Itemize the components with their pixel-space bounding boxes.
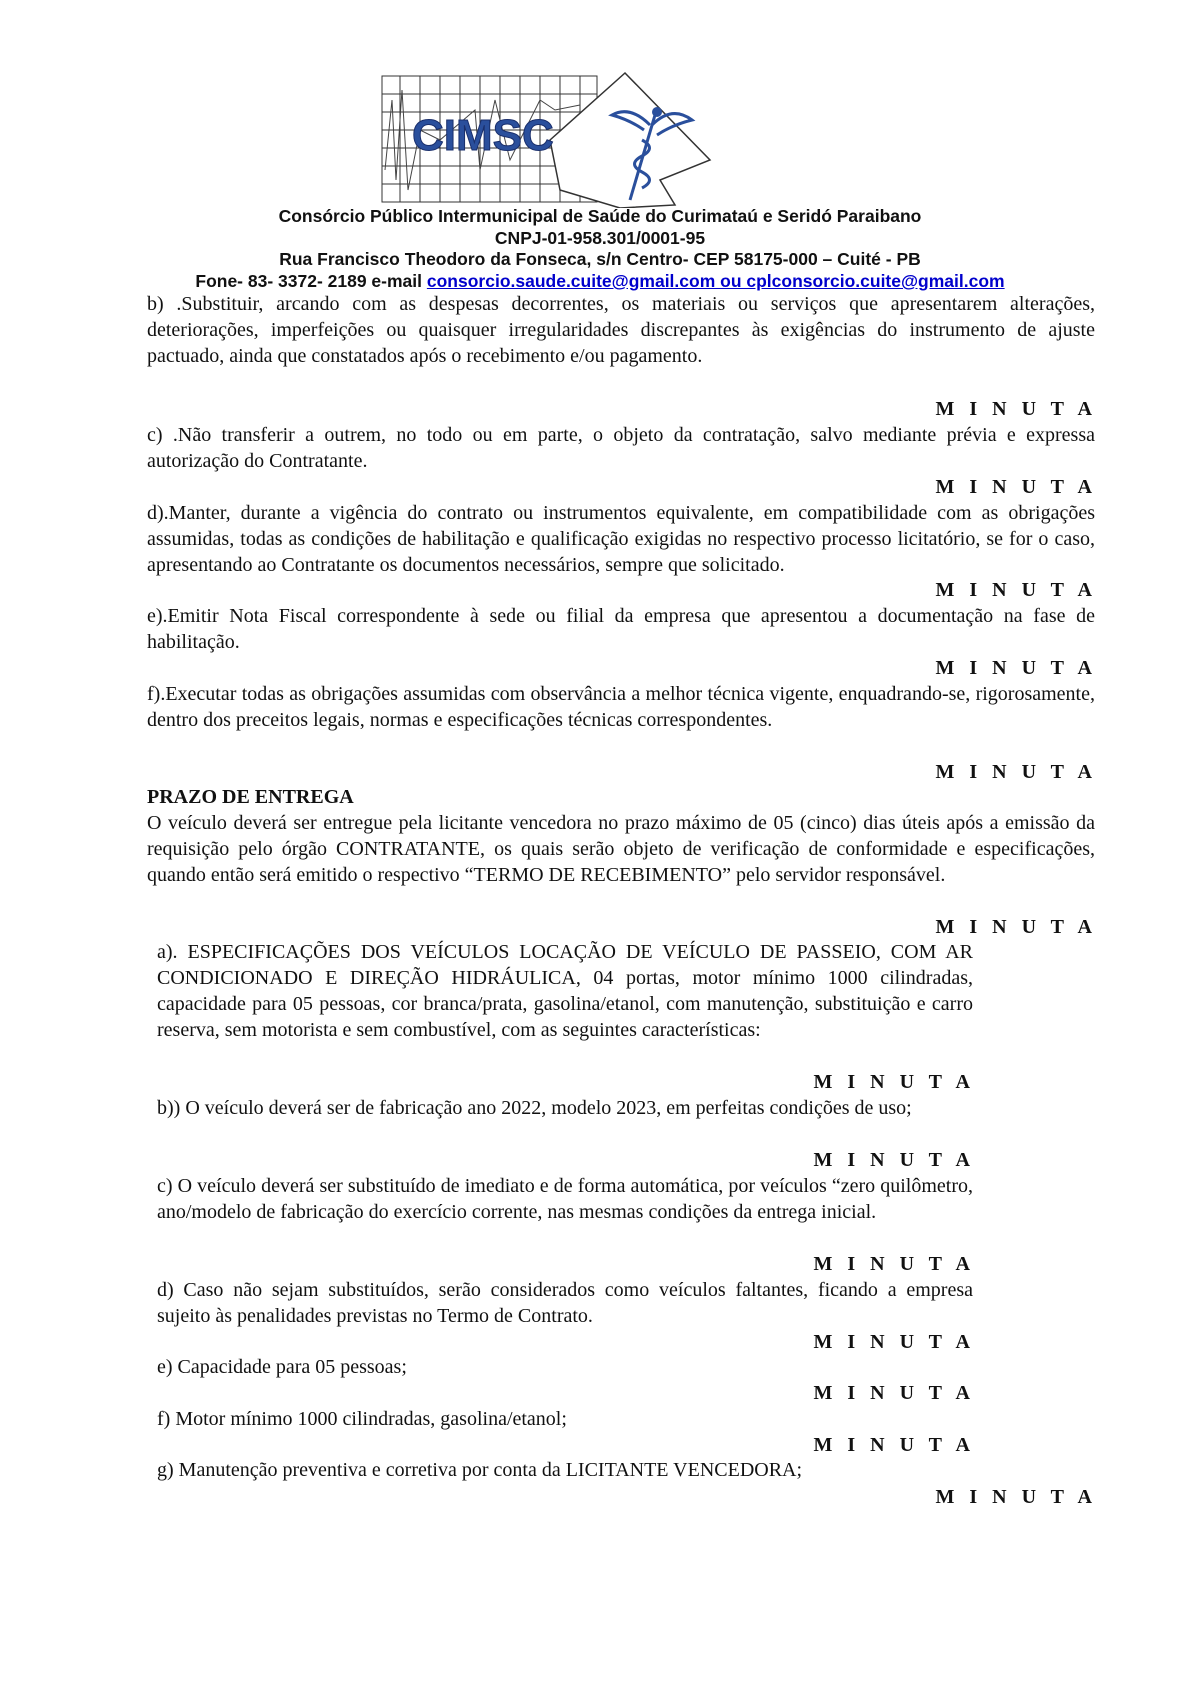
minuta-watermark: M I N U T A (813, 1071, 975, 1093)
prazo-text: O veículo deverá ser entregue pela licitante vencedora no prazo máximo de 05 (cinco) dias úteis após a emissão da requisição pelo órgão CONTRATANTE, os quais serão objeto de verificação de conformidade e especificações, quando então será emitido o respectivo “TERMO DE RECEBIMENTO” pelo servidor responsável. (147, 812, 1095, 886)
minuta-watermark: M I N U T A (935, 657, 1097, 679)
minuta-watermark: M I N U T A (813, 1253, 975, 1275)
minuta-watermark: M I N U T A (813, 1149, 975, 1171)
minuta-watermark: M I N U T A (813, 1382, 975, 1404)
minuta-watermark: M I N U T A (813, 1331, 975, 1353)
paragraph-e: e).Emitir Nota Fiscal correspondente à sede ou filial da empresa que apresentou a documentação na fase de habilitação. (147, 605, 1095, 653)
paragraph-c: c) .Não transferir a outrem, no todo ou em parte, o objeto da contratação, salvo mediante prévia e expressa autorização do Contratante. (147, 424, 1095, 472)
org-name: Consórcio Público Intermunicipal de Saúde do Curimataú e Seridó Paraibano (278, 206, 922, 226)
minuta-watermark: M I N U T A (935, 916, 1097, 938)
minuta-watermark: M I N U T A (935, 476, 1097, 498)
cnpj: CNPJ-01-958.301/0001-95 (494, 228, 706, 248)
minuta-watermark: M I N U T A (935, 761, 1097, 783)
spec-b: b)) O veículo deverá ser de fabricação ano 2022, modelo 2023, em perfeitas condições de uso; (157, 1097, 912, 1119)
spec-c: c) O veículo deverá ser substituído de imediato e de forma automática, por veículos “zero quilômetro, ano/modelo de fabricação do exercício corrente, nas mesmas condições da entrega inicial. (157, 1175, 973, 1223)
paragraph-d: d).Manter, durante a vigência do contrato ou instrumentos equivalente, em compatibilidade com as obrigações assumidas, todas as condições de habilitação e qualificação exigidas no respectivo processo licitatório, se for o caso, apresentando ao Contratante os documentos necessários, sempre que solicitado. (147, 502, 1095, 576)
email-link[interactable]: consorcio.saude.cuite@gmail.com ou cplconsorcio.cuite@gmail.com (426, 271, 1005, 291)
paragraph-f: f).Executar todas as obrigações assumidas com observância a melhor técnica vigente, enquadrando-se, rigorosamente, dentro dos preceitos legais, normas e especificações técnicas correspondentes. (147, 683, 1095, 731)
phone: Fone- 83- 3372- 2189 e-mail (195, 271, 427, 291)
minuta-watermark: M I N U T A (935, 579, 1097, 601)
logo-text: CIMSC (412, 111, 554, 160)
spec-f: f) Motor mínimo 1000 cilindradas, gasolina/etanol; (157, 1408, 567, 1430)
minuta-watermark: M I N U T A (935, 1486, 1097, 1508)
spec-g: g) Manutenção preventiva e corretiva por conta da LICITANTE VENCEDORA; (157, 1459, 803, 1481)
address: Rua Francisco Theodoro da Fonseca, s/n Centro- CEP 58175-000 – Cuité - PB (279, 249, 921, 269)
cimsc-logo (380, 70, 715, 208)
minuta-watermark: M I N U T A (813, 1434, 975, 1456)
section-title: PRAZO DE ENTREGA (147, 786, 354, 808)
spec-e: e) Capacidade para 05 pessoas; (157, 1356, 407, 1378)
paragraph-b: b) .Substituir, arcando com as despesas decorrentes, os materiais ou serviços que apresentarem alterações, deteriorações, imperfeições ou quaisquer irregularidades discrepantes às exigências do instrumento de ajuste pactuado, ainda que constatados após o recebimento e/ou pagamento. (147, 293, 1095, 367)
minuta-watermark: M I N U T A (935, 398, 1097, 420)
spec-d: d) Caso não sejam substituídos, serão considerados como veículos faltantes, ficando a empresa sujeito às penalidades previstas no Termo de Contrato. (157, 1279, 973, 1327)
spec-a: a). ESPECIFICAÇÕES DOS VEÍCULOS LOCAÇÃO DE VEÍCULO DE PASSEIO, COM AR CONDICIONADO E DIREÇÃO HIDRÁULICA, 04 portas, motor mínimo 1000 cilindradas, capacidade para 05 pessoas, cor branca/prata, gasolina/etanol, com manutenção, substituição e carro reserva, sem motorista e sem combustível, com as seguintes características: (157, 941, 973, 1041)
contact-line (0, 271, 1200, 292)
